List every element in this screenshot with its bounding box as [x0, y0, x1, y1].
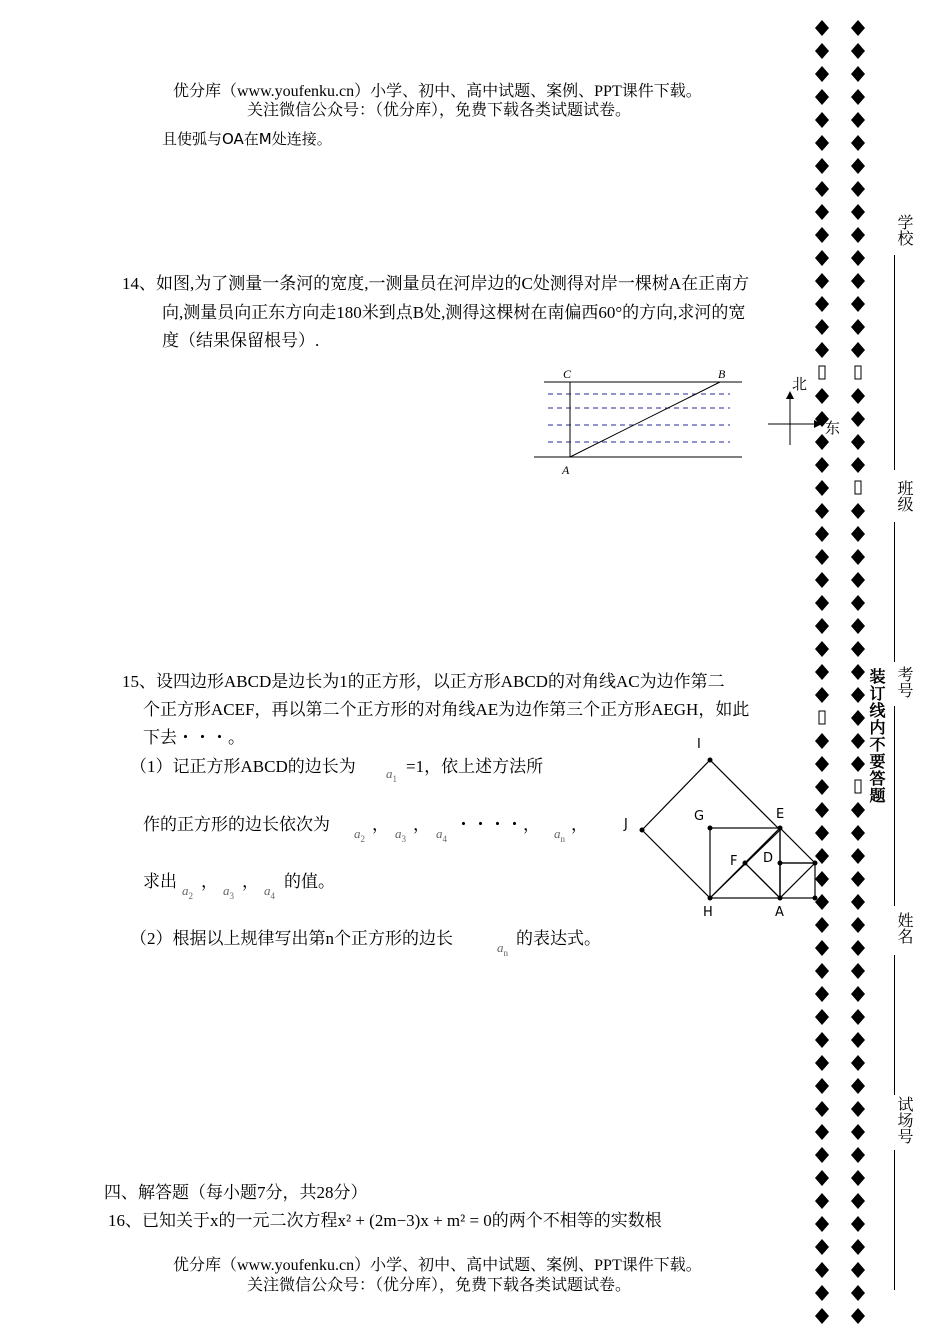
- binding-diamond: [851, 1193, 865, 1209]
- binding-diamond: [815, 1216, 829, 1232]
- binding-diamond: [851, 66, 865, 82]
- comma-4: ，: [201, 872, 218, 891]
- footer-line-1: 优分库（www.youfenku.cn）小学、初中、高中试题、案例、PPT课件下载。: [173, 1257, 702, 1274]
- binding-diamond: [851, 825, 865, 841]
- symbol-an: $a_n$: [554, 826, 565, 844]
- header-line-2: 关注微信公众号：（优分库），免费下载各类试题试卷。: [247, 102, 632, 119]
- binding-diamond: [815, 158, 829, 174]
- binding-diamond: [815, 388, 829, 404]
- class-line: [894, 522, 895, 662]
- binding-diamond: [851, 296, 865, 312]
- q15-line-1: 15、设四边形ABCD是边长为1的正方形，以正方形ABCD的对角线AC为边作第二: [122, 672, 725, 691]
- binding-diamond: [851, 1239, 865, 1255]
- label-G: G: [694, 809, 705, 824]
- binding-diamond: [815, 526, 829, 542]
- q14-line-3: 度（结果保留根号）.: [162, 331, 320, 350]
- binding-diamond: [815, 1308, 829, 1324]
- symbol-a1: $a_1$: [386, 766, 397, 784]
- binding-diamond: [851, 710, 865, 726]
- binding-diamond: [815, 1262, 829, 1278]
- ellipsis: ・・・・，: [455, 815, 540, 834]
- binding-diamond: [815, 181, 829, 197]
- binding-diamond: [815, 296, 829, 312]
- binding-diamond: [815, 227, 829, 243]
- symbol-a2: $a_2$: [354, 826, 365, 844]
- q15-part2: （2）根据以上规律写出第n个正方形的边长: [130, 929, 453, 948]
- binding-diamond: [815, 250, 829, 266]
- comma-3: ，: [571, 815, 588, 834]
- binding-diamond: [851, 112, 865, 128]
- label-C: C: [563, 367, 572, 381]
- q15-part1-line-1: （1）记正方形ABCD的边长为: [130, 757, 356, 776]
- binding-diamond: [851, 595, 865, 611]
- binding-diamond: [815, 89, 829, 105]
- label-A: A: [562, 463, 570, 477]
- binding-diamond: [815, 434, 829, 450]
- river-water-lines: [548, 394, 730, 442]
- binding-diamond: [815, 457, 829, 473]
- binding-diamond: [815, 20, 829, 36]
- binding-diamond: [851, 917, 865, 933]
- binding-diamond: [815, 940, 829, 956]
- binding-diamond: [851, 940, 865, 956]
- q15-line-3: 下去・・・。: [143, 728, 245, 747]
- q15-part1-line-1b: =1，依上述方法所: [406, 757, 544, 776]
- q14-line-1: 14、如图,为了测量一条河的宽度,一测量员在河岸边的C处测得对岸一棵树A在正南方: [122, 274, 750, 293]
- binding-marker: [819, 711, 825, 724]
- binding-diamond: [815, 1078, 829, 1094]
- binding-diamond: [851, 1078, 865, 1094]
- binding-diamond: [815, 917, 829, 933]
- label-name: 姓名: [895, 912, 912, 944]
- east-label: 东: [825, 419, 841, 437]
- binding-diamond: [851, 158, 865, 174]
- binding-diamond: [851, 1308, 865, 1324]
- binding-diamond: [851, 641, 865, 657]
- binding-diamonds: [810, 20, 870, 1342]
- binding-diamond: [815, 618, 829, 634]
- binding-diamond: [815, 135, 829, 151]
- binding-diamond: [815, 871, 829, 887]
- binding-diamond: [851, 1147, 865, 1163]
- label-class: 班级: [895, 480, 912, 512]
- binding-diamond: [815, 319, 829, 335]
- binding-diamond: [851, 1170, 865, 1186]
- binding-diamond: [851, 1216, 865, 1232]
- symbol-a3-b: $a_3$: [223, 883, 234, 901]
- binding-diamond: [851, 204, 865, 220]
- section-4-heading: 四、解答题（每小题7分，共28分）: [104, 1183, 368, 1202]
- binding-diamond: [815, 664, 829, 680]
- binding-diamond: [815, 66, 829, 82]
- binding-diamond: [815, 503, 829, 519]
- binding-diamond: [851, 89, 865, 105]
- binding-diamond: [815, 779, 829, 795]
- binding-diamond: [851, 227, 865, 243]
- label-school: 学校: [895, 214, 912, 246]
- binding-diamond: [851, 572, 865, 588]
- binding-diamond: [851, 135, 865, 151]
- binding-diamond: [851, 20, 865, 36]
- binding-diamond: [851, 181, 865, 197]
- label-D: D: [763, 851, 774, 866]
- q15-part1-line-3b: 的值。: [284, 872, 335, 891]
- binding-diamond: [815, 43, 829, 59]
- binding-diamond: [851, 1032, 865, 1048]
- binding-diamond: [851, 986, 865, 1002]
- binding-diamond: [851, 434, 865, 450]
- binding-diamond: [815, 1032, 829, 1048]
- binding-diamond: [851, 1101, 865, 1117]
- binding-diamond: [815, 1101, 829, 1117]
- binding-diamond: [851, 1009, 865, 1025]
- binding-diamond: [815, 825, 829, 841]
- symbol-an-b: $a_n$: [497, 940, 508, 958]
- binding-diamond: [851, 756, 865, 772]
- label-F: F: [730, 854, 738, 869]
- binding-diamond: [851, 342, 865, 358]
- q13-tail: 且使弧与OA在M处连接。: [162, 130, 332, 148]
- binding-diamond: [815, 687, 829, 703]
- binding-diamond: [815, 480, 829, 496]
- exam-number-line: [894, 706, 895, 906]
- binding-diamond: [851, 848, 865, 864]
- binding-diamond: [851, 1055, 865, 1071]
- label-room: 试场号: [895, 1096, 912, 1144]
- binding-marker: [819, 366, 825, 379]
- label-H: H: [703, 905, 713, 920]
- binding-diamond: [815, 1285, 829, 1301]
- binding-diamond: [815, 986, 829, 1002]
- binding-diamond: [851, 733, 865, 749]
- binding-diamond: [815, 963, 829, 979]
- binding-diamond: [851, 526, 865, 542]
- name-line: [894, 955, 895, 1095]
- binding-diamond: [815, 273, 829, 289]
- comma-2: ，: [413, 815, 430, 834]
- binding-diamond: [851, 549, 865, 565]
- binding-diamond: [815, 1009, 829, 1025]
- binding-diamond: [815, 549, 829, 565]
- label-A: A: [775, 905, 784, 920]
- binding-diamond: [851, 802, 865, 818]
- symbol-a3: $a_3$: [395, 826, 406, 844]
- binding-diamond: [815, 112, 829, 128]
- q15-part2b: 的表达式。: [516, 929, 601, 948]
- binding-diamond: [815, 1239, 829, 1255]
- comma-1: ，: [372, 815, 389, 834]
- binding-marker: [855, 780, 861, 793]
- binding-diamond: [851, 894, 865, 910]
- q16-line-1: 16、已知关于x的一元二次方程x² + (2m−3)x + m² = 0的两个不相等的实数根: [108, 1211, 662, 1230]
- binding-diamond: [851, 1124, 865, 1140]
- footer-line-2: 关注微信公众号：（优分库），免费下载各类试题试卷。: [247, 1277, 632, 1294]
- label-J: J: [624, 817, 628, 832]
- binding-diamond: [851, 871, 865, 887]
- binding-diamond: [815, 756, 829, 772]
- symbol-a2-b: $a_2$: [182, 883, 193, 901]
- binding-diamond: [851, 250, 865, 266]
- binding-diamond: [815, 733, 829, 749]
- binding-diamond: [851, 664, 865, 680]
- symbol-a4: $a_4$: [436, 826, 447, 844]
- binding-diamond: [815, 1193, 829, 1209]
- binding-marker: [855, 366, 861, 379]
- binding-diamond: [815, 894, 829, 910]
- binding-diamond: [851, 1285, 865, 1301]
- binding-diamond: [851, 43, 865, 59]
- binding-diamond: [815, 1170, 829, 1186]
- q15-part1-line-2: 作的正方形的边长依次为: [143, 815, 330, 834]
- binding-diamond: [851, 1262, 865, 1278]
- binding-diamond: [815, 572, 829, 588]
- binding-diamond: [851, 618, 865, 634]
- binding-diamond: [815, 1055, 829, 1071]
- binding-diamond: [851, 687, 865, 703]
- q14-line-2: 向,测量员向正东方向走180米到点B处,测得这棵树在南偏西60°的方向,求河的宽: [162, 303, 746, 322]
- q15-part1-line-3: 求出: [143, 872, 177, 891]
- label-E: E: [776, 807, 785, 822]
- binding-diamond: [851, 273, 865, 289]
- header-line-1: 优分库（www.youfenku.cn）小学、初中、高中试题、案例、PPT课件下载。: [173, 83, 702, 100]
- symbol-a4-b: $a_4$: [264, 883, 275, 901]
- binding-marker: [855, 481, 861, 494]
- north-label: 北: [792, 375, 808, 393]
- binding-diamond: [851, 457, 865, 473]
- q15-line-2: 个正方形ACEF，再以第二个正方形的对角线AE为边作第三个正方形AEGH，如此: [143, 700, 750, 719]
- squares-figure: [620, 730, 835, 925]
- label-B: B: [718, 367, 726, 381]
- binding-diamond: [815, 411, 829, 427]
- binding-diamond: [851, 963, 865, 979]
- river-figure: [530, 365, 850, 480]
- binding-diamond: [815, 848, 829, 864]
- binding-diamond: [815, 641, 829, 657]
- binding-diamond: [851, 388, 865, 404]
- binding-diamond: [851, 319, 865, 335]
- binding-diamond: [815, 342, 829, 358]
- label-I: I: [697, 737, 701, 752]
- school-line: [894, 255, 895, 470]
- binding-diamond: [815, 595, 829, 611]
- label-exam-number: 考号: [895, 666, 912, 698]
- binding-diamond: [815, 1147, 829, 1163]
- binding-warning: 装订线内不要答题: [867, 668, 884, 804]
- binding-diamond: [851, 411, 865, 427]
- binding-diamond: [815, 802, 829, 818]
- comma-5: ，: [242, 872, 259, 891]
- binding-diamond: [815, 204, 829, 220]
- binding-diamond: [815, 1124, 829, 1140]
- room-line: [894, 1150, 895, 1290]
- segment-AB: [570, 382, 720, 457]
- binding-diamond: [851, 503, 865, 519]
